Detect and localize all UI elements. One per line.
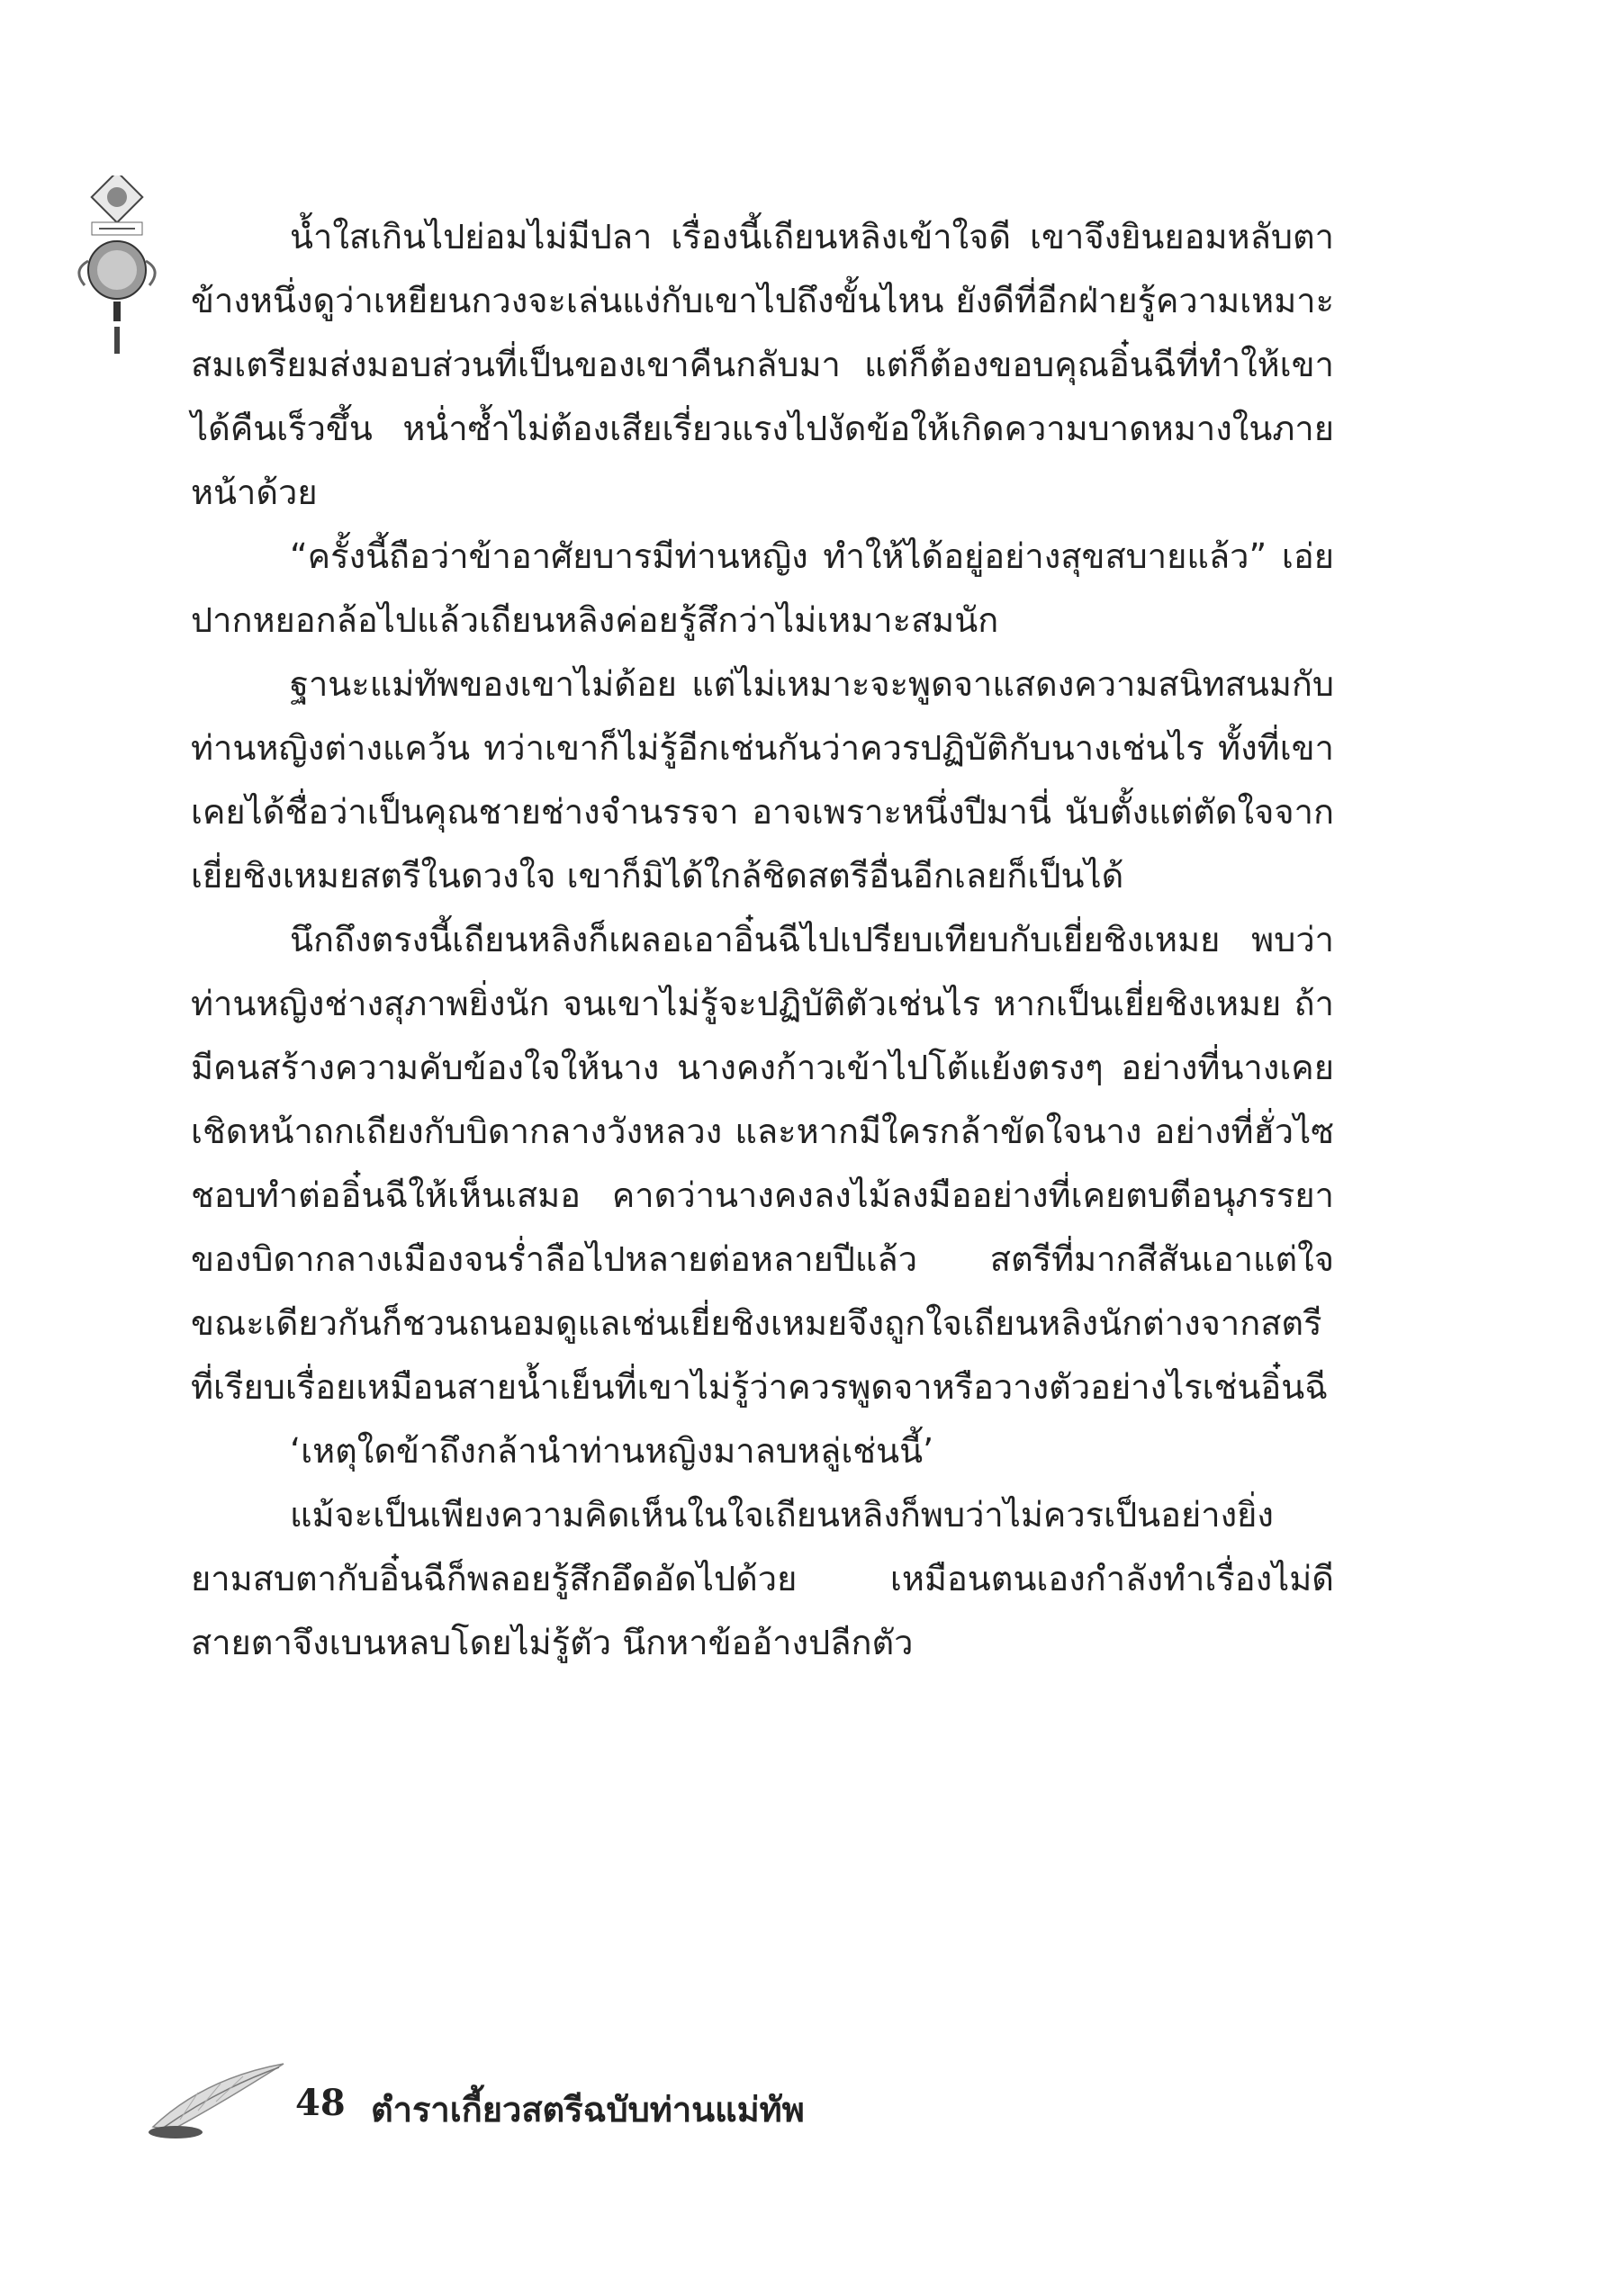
page-footer: [135, 2057, 945, 2147]
body-text: [191, 205, 1334, 1675]
quill-feather-icon: [144, 2057, 288, 2142]
paragraph: น้ำใสเกินไปย่อมไม่มีปลา เรื่องนี้เถียนหลิงเข้าใจดี เขาจึงยินยอมหลับตาข้างหนึ่งดูว่าเหยียนกวงจะเล่นแง่กับเขาไปถึงขั้นไหน ยังดีที่อีกฝ่ายรู้ความเหมาะสมเตรียมส่งมอบส่วนที่เป็นของเขาคืนกลับมา แต่ก็ต้องขอบคุณอิ๋นฉีที่ทำให้เขาได้คืนเร็วขึ้น หน่ำซ้ำไม่ต้องเสียเรี่ยวแรงไปงัดข้อให้เกิดความบาดหมางในภายหน้าด้วย: [191, 217, 1334, 512]
paragraph: แม้จะเป็นเพียงความคิดเห็นในใจเถียนหลิงก็พบว่าไม่ควรเป็นอย่างยิ่ง ยามสบตากับอิ๋นฉีก็พลอยรู้สึกอึดอัดไปด้วย เหมือนตนเองกำลังทำเรื่องไม่ดี สายตาจึงเบนหลบโดยไม่รู้ตัว นึกหาข้ออ้างปลีกตัว: [191, 1495, 1334, 1662]
page-number: 48: [295, 2082, 346, 2124]
publisher-seal-icon: [63, 176, 171, 365]
paragraph: ‘เหตุใดข้าถึงกล้านำท่านหญิงมาลบหลู่เช่นนี้’: [290, 1431, 934, 1471]
running-title: ตำราเกี้ยวสตรีฉบับท่านแม่ทัพ: [371, 2089, 805, 2129]
paragraph: “ครั้งนี้ถือว่าข้าอาศัยบารมีท่านหญิง ทำให้ได้อยู่อย่างสุขสบายแล้ว” เอ่ยปากหยอกล้อไปแล้วเถียนหลิงค่อยรู้สึกว่าไม่เหมาะสมนัก: [191, 536, 1334, 640]
paragraph: นึกถึงตรงนี้เถียนหลิงก็เผลอเอาอิ๋นฉีไปเปรียบเทียบกับเยี่ยชิงเหมย พบว่าท่านหญิงช่างสุภาพยิ่งนัก จนเขาไม่รู้จะปฏิบัติตัวเช่นไร หากเป็นเยี่ยชิงเหมย ถ้ามีคนสร้างความคับข้องใจให้นาง นางคงก้าวเข้าไปโต้แย้งตรงๆ อย่างที่นางเคยเชิดหน้าถกเถียงกับบิดากลางวังหลวง และหากมีใครกล้าขัดใจนาง อย่างที่ฮั่วไซชอบทำต่ออิ๋นฉีให้เห็นเสมอ คาดว่านางคงลงไม้ลงมืออย่างที่เคยตบตีอนุภรรยาของบิดากลางเมืองจนร่ำลือไปหลายต่อหลายปีแล้ว สตรีที่มากสีสันเอาแต่ใจขณะเดียวกันก็ชวนถนอมดูแลเช่นเยี่ยชิงเหมยจึงถูกใจเถียนหลิงนักต่างจากสตรีที่เรียบเรื่อยเหมือนสายน้ำเย็นที่เขาไม่รู้ว่าควรพูดจาหรือวางตัวอย่างไรเช่นอิ๋นฉี: [191, 920, 1334, 1407]
paragraph: ฐานะแม่ทัพของเขาไม่ด้อย แต่ไม่เหมาะจะพูดจาแสดงความสนิทสนมกับท่านหญิงต่างแคว้น ทว่าเขาก็ไม่รู้อีกเช่นกันว่าควรปฏิบัติกับนางเช่นไร ทั้งที่เขาเคยได้ชื่อว่าเป็นคุณชายช่างจำนรรจา อาจเพราะหนึ่งปีมานี่ นับตั้งแต่ตัดใจจากเยี่ยชิงเหมยสตรีในดวงใจ เขาก็มิได้ใกล้ชิดสตรีอื่นอีกเลยก็เป็นได้: [191, 664, 1334, 896]
